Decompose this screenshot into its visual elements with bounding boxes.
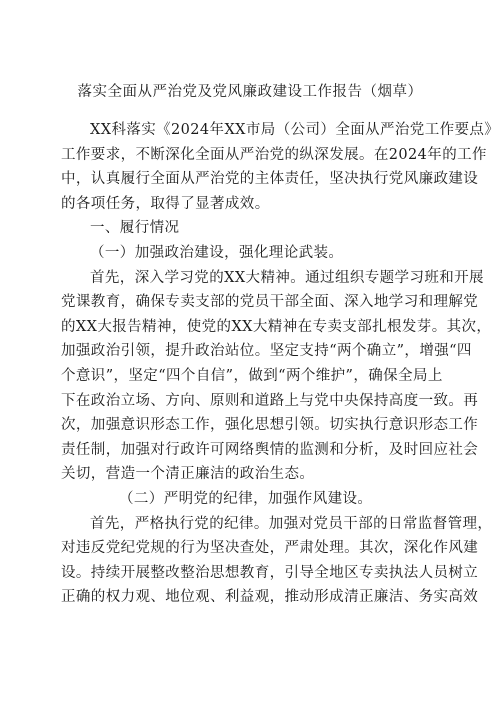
paragraph-line: 的XX大报告精神，使党的XX大精神在专卖支部扎根发芽。其次， xyxy=(61,318,492,335)
paragraph-line: 首先，深入学习党的XX大精神。通过组织专题学习班和开展 xyxy=(90,269,484,286)
document-title: 落实全面从严治党及党风廉政建设工作报告（烟草） xyxy=(77,84,423,100)
paragraph-line: 设。持续开展整改整治思想教育，引导全地区专卖执法人员树立 xyxy=(61,564,479,581)
paragraph-line: 次，加强意识形态工作，强化思想引领。切实执行意识形态工作 xyxy=(61,417,479,434)
paragraph-line: 下在政治立场、方向、原则和道路上与党中央保持高度一致。再 xyxy=(61,392,479,409)
section-heading: 一、履行情况 xyxy=(90,220,180,237)
paragraph-line: 党课教育，确保专卖支部的党员干部全面、深入地学习和理解党 xyxy=(61,294,479,311)
paragraph-line: 正确的权力观、地位观、利益观，推动形成清正廉洁、务实高效 xyxy=(61,589,479,606)
paragraph-line: 首先，严格执行党的纪律。加强对党员干部的日常监督管理， xyxy=(90,515,493,532)
paragraph-line: 工作要求，不断深化全面从严治党的纵深发展。在2024年的工作 xyxy=(61,146,487,163)
document-body xyxy=(61,118,500,610)
paragraph-line: XX科落实《2024年XX市局（公司）全面从严治党工作要点》 xyxy=(90,122,500,138)
subsection-heading: （一）加强政治建设，强化理论武装。 xyxy=(90,244,344,261)
paragraph-line: 的各项任务，取得了显著成效。 xyxy=(61,195,270,212)
paragraph-line: 对违反党纪党规的行为坚决查处，严肃处理。其次，深化作风建 xyxy=(61,540,479,557)
paragraph-line: 个意识”，坚定“四个自信”，做到“两个维护”，确保全局上 xyxy=(61,367,443,384)
paragraph-line: 加强政治引领，提升政治站位。坚定支持“两个确立”，增强“四 xyxy=(61,343,472,360)
paragraph-line: 关切，营造一个清正廉洁的政治生态。 xyxy=(61,466,315,483)
paragraph-line: 责任制，加强对行政许可网络舆情的监测和分析，及时回应社会 xyxy=(61,441,479,458)
paragraph-line: 中，认真履行全面从严治党的主体责任，坚决执行党风廉政建设 xyxy=(61,171,479,188)
subsection-heading: （二）严明党的纪律，加强作风建设。 xyxy=(119,490,373,507)
